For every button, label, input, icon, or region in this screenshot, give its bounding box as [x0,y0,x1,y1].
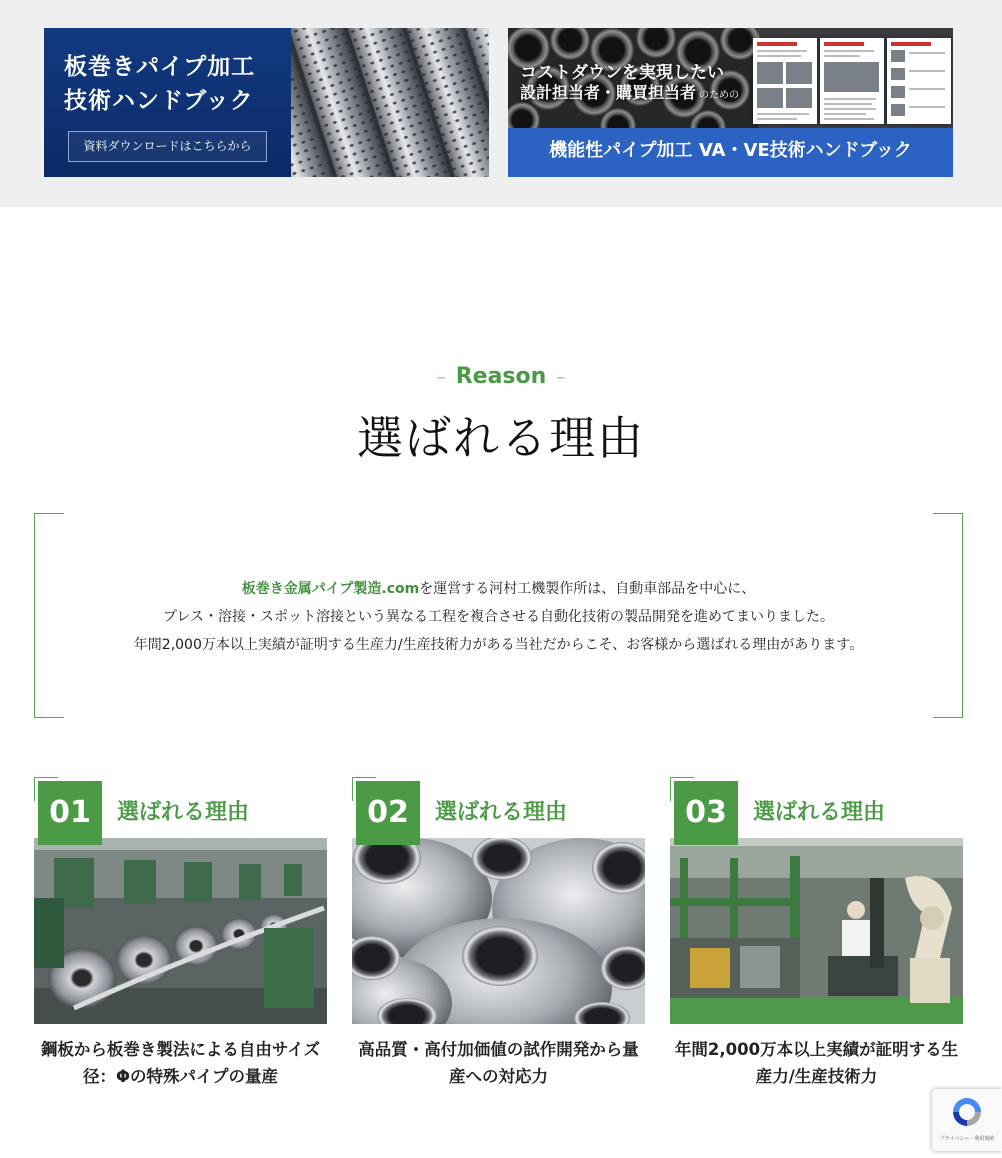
reason-number: 01 [38,781,102,845]
factory-coil-line-photo [34,838,327,1024]
reason-number: 02 [356,781,420,845]
va-ve-handbook-banner[interactable] [508,28,953,177]
intro-text [34,575,963,659]
reason-card-title: 選ばれる理由 [117,800,250,825]
va-ve-banner-headline: コストダウンを実現したい [520,63,724,83]
handbook-page-thumbnail [753,38,817,124]
section-title: 選ばれる理由 [357,411,645,465]
handbook-page-thumbnail [820,38,884,124]
reason-eyebrow: – Reason – [436,364,566,389]
reason-card-caption: 高品質・高付加価値の試作開発から量産への対応力 [358,1040,639,1086]
reason-card-caption: 年間2,000万本以上実績が証明する生産力/生産技術力 [674,1040,959,1086]
intro-box [34,513,963,718]
handbook-page-thumbnail [887,38,951,124]
banner-section [0,0,1002,207]
handbook-download-banner[interactable] [44,28,489,177]
recaptcha-badge[interactable] [932,1089,1002,1151]
site-name-highlight: 板巻き金属パイプ製造.com [241,581,420,597]
metal-pipe-fittings-photo [352,838,645,1024]
handbook-banner-title: 板巻きパイプ加工 技術ハンドブック [64,53,256,114]
va-ve-banner-subheadline: 設計担当者・購買担当者 のための [520,83,740,102]
recaptcha-privacy-terms-link[interactable]: プライバシー・利用規約 [939,1136,995,1142]
recaptcha-icon [950,1095,984,1129]
robot-welding-line-photo [670,838,963,1024]
dash-decoration: – [436,367,446,388]
dash-decoration: – [556,367,566,388]
reason-card-title: 選ばれる理由 [753,800,886,825]
reason-number: 03 [674,781,738,845]
intro-line-2: プレス・溶接・スポット溶接という異なる工程を複合させる自動化技術の製品開発を進めてまいりました。 [162,609,835,625]
handbook-download-button[interactable]: 資料ダウンロードはこちらから [68,131,267,162]
perforated-pipes-image [291,28,489,177]
intro-line-1: 板巻き金属パイプ製造.comを運営する河村工機製作所は、自動車部品を中心に、 [241,581,756,597]
intro-line-3: 年間2,000万本以上実績が証明する生産力/生産技術力がある当社だからこそ、お客様から選ばれる理由があります。 [133,637,864,653]
va-ve-banner-label: 機能性パイプ加工 VA・VE技術ハンドブック [508,128,953,177]
reason-card-caption: 鋼板から板巻き製法による自由サイズ径：Φの特殊パイプの量産 [40,1040,321,1086]
handbook-banner-panel [44,28,291,177]
reason-card-title: 選ばれる理由 [435,800,568,825]
